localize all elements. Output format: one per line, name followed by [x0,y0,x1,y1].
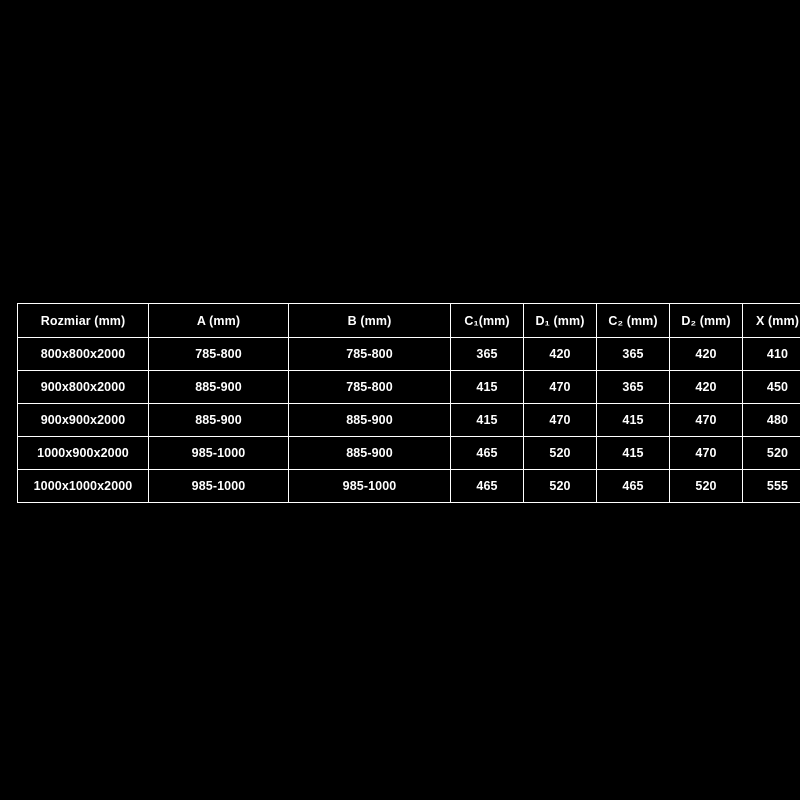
cell-rozmiar: 800x800x2000 [18,338,149,371]
cell-c1: 415 [451,371,524,404]
cell-x: 520 [743,437,800,470]
cell-c1: 415 [451,404,524,437]
column-header-d2: D₂ (mm) [670,304,743,338]
cell-c2: 365 [597,371,670,404]
column-header-d1: D₁ (mm) [524,304,597,338]
cell-rozmiar: 1000x900x2000 [18,437,149,470]
table-header [18,304,800,338]
specification-table-container [17,303,799,503]
cell-c1: 465 [451,437,524,470]
column-header-c1: C₁(mm) [451,304,524,338]
table-row [18,371,800,404]
table-row [18,470,800,503]
table-row [18,437,800,470]
cell-a: 985-1000 [149,470,289,503]
column-header-rozmiar: Rozmiar (mm) [18,304,149,338]
cell-d1: 420 [524,338,597,371]
table-header-row [18,304,800,338]
cell-d1: 470 [524,404,597,437]
cell-c2: 465 [597,470,670,503]
cell-d1: 470 [524,371,597,404]
cell-b: 885-900 [289,437,451,470]
cell-c1: 465 [451,470,524,503]
cell-c1: 365 [451,338,524,371]
cell-d2: 470 [670,404,743,437]
table-body [18,338,800,503]
column-header-x: X (mm) [743,304,800,338]
cell-d1: 520 [524,437,597,470]
cell-c2: 415 [597,404,670,437]
column-header-b: B (mm) [289,304,451,338]
cell-rozmiar: 900x800x2000 [18,371,149,404]
specification-table [17,303,800,503]
cell-x: 450 [743,371,800,404]
table-row [18,404,800,437]
cell-c2: 415 [597,437,670,470]
cell-b: 785-800 [289,371,451,404]
cell-b: 785-800 [289,338,451,371]
cell-d2: 520 [670,470,743,503]
cell-d2: 420 [670,338,743,371]
cell-a: 885-900 [149,404,289,437]
cell-x: 410 [743,338,800,371]
cell-b: 985-1000 [289,470,451,503]
column-header-c2: C₂ (mm) [597,304,670,338]
cell-b: 885-900 [289,404,451,437]
cell-rozmiar: 900x900x2000 [18,404,149,437]
cell-a: 785-800 [149,338,289,371]
cell-d1: 520 [524,470,597,503]
table-row [18,338,800,371]
cell-rozmiar: 1000x1000x2000 [18,470,149,503]
cell-x: 555 [743,470,800,503]
column-header-a: A (mm) [149,304,289,338]
cell-d2: 420 [670,371,743,404]
cell-d2: 470 [670,437,743,470]
cell-c2: 365 [597,338,670,371]
cell-x: 480 [743,404,800,437]
cell-a: 885-900 [149,371,289,404]
cell-a: 985-1000 [149,437,289,470]
